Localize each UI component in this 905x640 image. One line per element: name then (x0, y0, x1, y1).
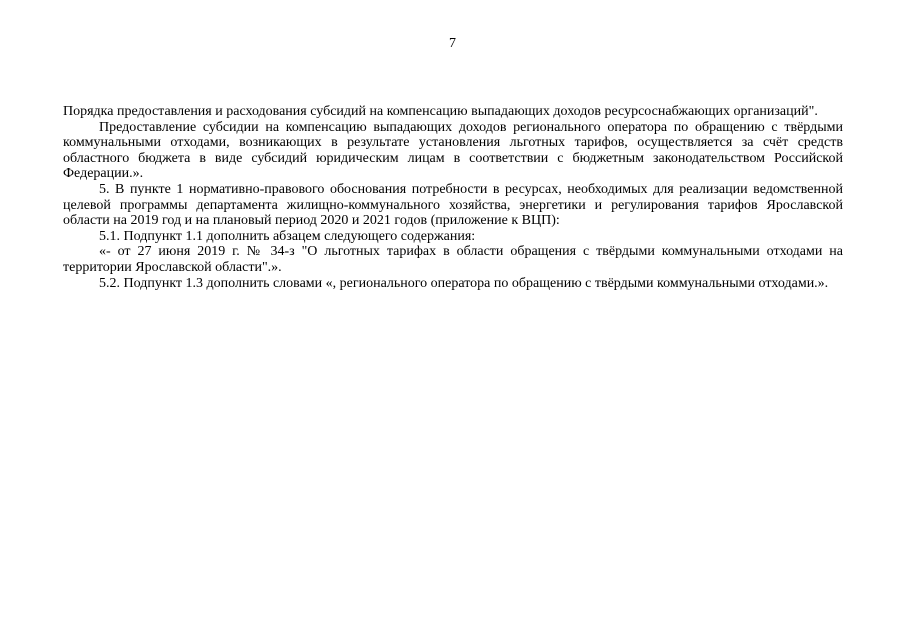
document-body (63, 104, 843, 291)
page-number: 7 (449, 36, 456, 51)
paragraph-6: 5.2. Подпункт 1.3 дополнить словами «, регионального оператора по обращению с твёрдыми коммунальными отходами.». (99, 275, 829, 291)
paragraph-2: Предоставление субсидии на компенсацию выпадающих доходов регионального оператора по обращению с твёрдыми коммунальными отходами, возникающих в результате установления льготных тарифов, осуществляется за счёт средств областного бюджета в виде субсидий юридическим лицам в соответствии с бюджетным законодательством Российской Федерации.». (63, 119, 843, 182)
paragraph-4: 5.1. Подпункт 1.1 дополнить абзацем следующего содержания: (99, 228, 476, 244)
paragraph-5: «- от 27 июня 2019 г. № 34-з "О льготных тарифах в области обращения с твёрдыми коммунальными отходами на территории Ярославской области".». (63, 244, 843, 275)
paragraph-1: Порядка предоставления и расходования субсидий на компенсацию выпадающих доходов ресурсоснабжающих организаций". (63, 104, 818, 119)
paragraph-3: 5. В пункте 1 нормативно-правового обоснования потребности в ресурсах, необходимых для реализации ведомственной целевой программы департамента жилищно-коммунального хозяйства, энергетики и регулирования тарифов Ярославской области на 2019 год и на плановый период 2020 и 2021 годов (приложение к ВЦП): (63, 181, 843, 229)
